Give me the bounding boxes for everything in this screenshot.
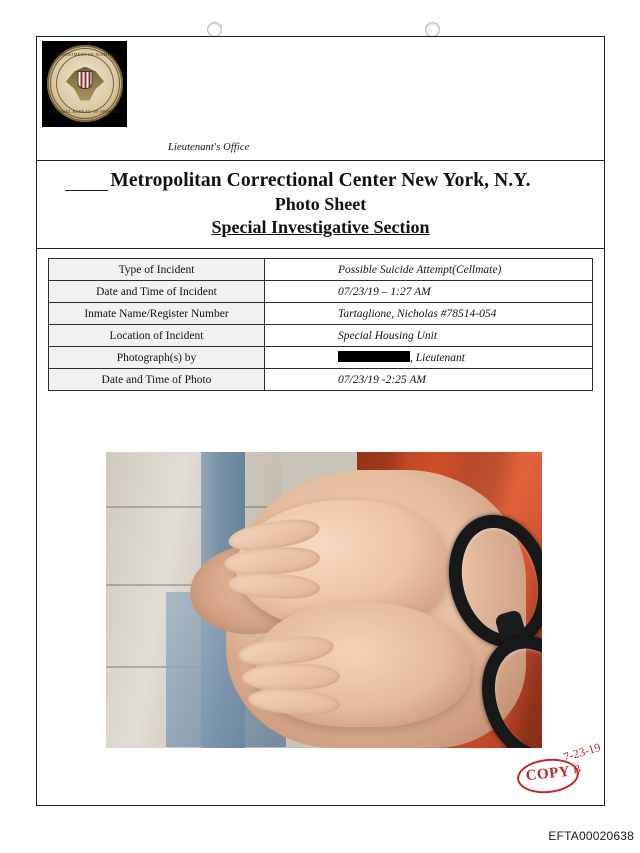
row-label-location: Location of Incident	[49, 325, 265, 347]
row-value-type-of-incident: Possible Suicide Attempt(Cellmate)	[265, 259, 593, 281]
row-value-date-time-incident: 07/23/19 – 1:27 AM	[265, 281, 593, 303]
photographer-title: , Lieutenant	[410, 352, 465, 364]
redaction-bar	[338, 351, 410, 362]
title-block	[37, 161, 604, 249]
row-label-photographed-by: Photograph(s) by	[49, 347, 265, 369]
row-label-date-time-incident: Date and Time of Incident	[49, 281, 265, 303]
page-section-title: Special Investigative Section	[211, 217, 430, 237]
row-label-type-of-incident: Type of Incident	[49, 259, 265, 281]
row-value-photographed-by	[265, 347, 593, 369]
office-label: Lieutenant's Office	[168, 142, 250, 153]
doj-bop-seal-icon	[42, 41, 127, 127]
document-header	[37, 37, 604, 161]
row-value-date-time-photo: 07/23/19 -2:25 AM	[265, 369, 593, 391]
incident-info-table	[48, 258, 593, 391]
copy-stamp	[517, 740, 603, 793]
row-label-inmate-name: Inmate Name/Register Number	[49, 303, 265, 325]
punch-hole-left	[207, 22, 222, 37]
table-row	[49, 369, 593, 391]
table-row	[49, 303, 593, 325]
page-title: Metropolitan Correctional Center New York, N.Y.	[110, 170, 531, 191]
row-value-inmate-name: Tartaglione, Nicholas #78514-054	[265, 303, 593, 325]
copy-stamp-text: COPY	[524, 763, 571, 785]
seal-top-text: DEPARTMENT OF JUSTICE	[56, 52, 114, 57]
table-row	[49, 281, 593, 303]
table-row	[49, 325, 593, 347]
seal-bottom-text: FEDERAL BUREAU OF PRISONS	[50, 109, 120, 114]
row-label-date-time-photo: Date and Time of Photo	[49, 369, 265, 391]
scanned-document-page	[36, 36, 605, 806]
handwritten-initials: B	[571, 761, 583, 777]
bates-number: EFTA00020638	[548, 829, 634, 843]
punch-hole-right	[425, 22, 440, 37]
evidence-photo	[106, 452, 542, 748]
table-row	[49, 347, 593, 369]
row-value-location: Special Housing Unit	[265, 325, 593, 347]
table-row	[49, 259, 593, 281]
page-subtitle: Photo Sheet	[274, 194, 367, 214]
handwritten-date: 7-23-19	[561, 740, 603, 764]
